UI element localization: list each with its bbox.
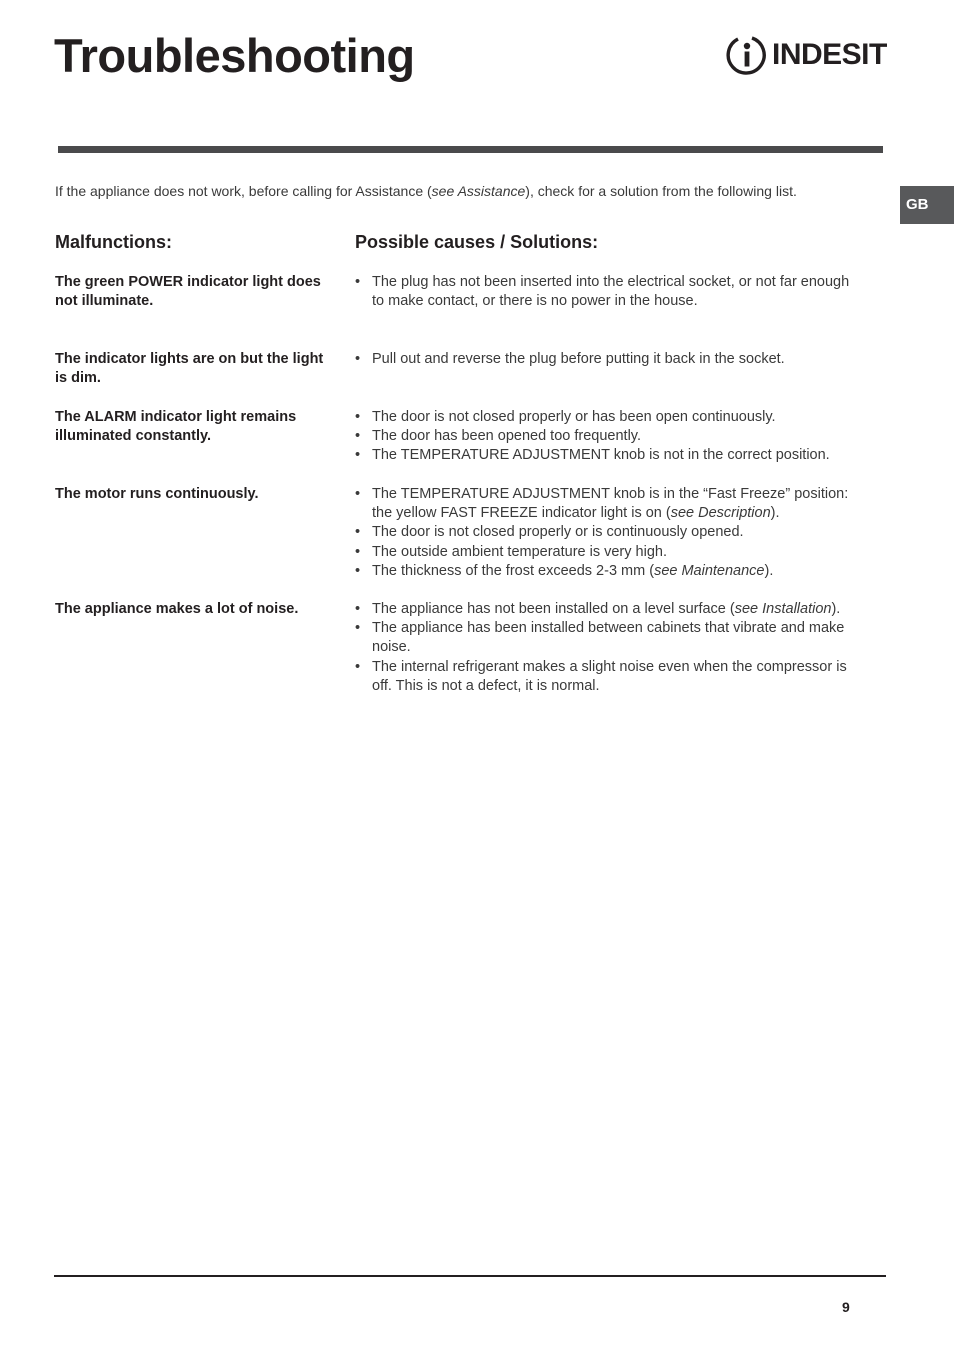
malfunctions-heading: Malfunctions: bbox=[55, 232, 172, 252]
solution-list bbox=[355, 350, 865, 369]
solution-reference: see Maintenance bbox=[654, 562, 765, 579]
solution-reference: see Description bbox=[670, 505, 771, 522]
header-divider bbox=[58, 146, 883, 153]
malfunction-text: The motor runs continuously. bbox=[55, 486, 259, 502]
solution-item: • The thickness of the frost exceeds 2-3 mm (see Maintenance). bbox=[355, 562, 865, 581]
solution-item: • Pull out and reverse the plug before putting it back in the socket. bbox=[355, 350, 865, 369]
page-title: Troubleshooting bbox=[54, 29, 415, 82]
solution-item: • The door is not closed properly or is continuously opened. bbox=[355, 523, 865, 542]
malfunction-text: The appliance makes a lot of noise. bbox=[55, 601, 299, 617]
solution-list bbox=[355, 485, 865, 581]
solution-item: • The appliance has been installed between cabinets that vibrate and make noise. bbox=[355, 619, 865, 657]
intro-text-end: ), check for a solution from the following list. bbox=[525, 183, 797, 199]
solutions-heading: Possible causes / Solutions: bbox=[355, 232, 599, 252]
intro-reference: see Assistance bbox=[431, 183, 526, 199]
solution-list bbox=[355, 273, 865, 311]
solution-reference: see Installation bbox=[734, 601, 832, 617]
solution-item: • The door has been opened too frequently. bbox=[355, 427, 865, 446]
solution-item: • The TEMPERATURE ADJUSTMENT knob is in the “Fast Freeze” position: the yellow FAST FREEZE indicator light is on (see Description). bbox=[355, 485, 865, 523]
language-tab: GB bbox=[900, 186, 954, 224]
solution-list bbox=[355, 600, 865, 696]
intro-text: If the appliance does not work, before calling for Assistance ( bbox=[55, 183, 432, 199]
solution-item: • The plug has not been inserted into the electrical socket, or not far enough to make contact, or there is no power in the house. bbox=[355, 273, 865, 311]
footer-divider bbox=[54, 1275, 886, 1277]
brand-name: INDESIT bbox=[772, 38, 887, 71]
intro-paragraph bbox=[55, 182, 885, 200]
solution-item: • The door is not closed properly or has been open continuously. bbox=[355, 408, 865, 427]
solution-item: • The internal refrigerant makes a slight noise even when the compressor is off. This is not a defect, it is normal. bbox=[355, 658, 865, 696]
malfunction-text: The indicator lights are on but the light is dim. bbox=[55, 351, 324, 386]
indesit-logo-icon bbox=[726, 34, 768, 76]
solution-item: • The appliance has not been installed on a level surface (see Installation). bbox=[355, 600, 865, 619]
solution-item: • The outside ambient temperature is very high. bbox=[355, 543, 865, 562]
page-number: 9 bbox=[842, 1299, 850, 1315]
solution-item: • The TEMPERATURE ADJUSTMENT knob is not in the correct position. bbox=[355, 446, 865, 465]
malfunction-text: The green POWER indicator light does not illuminate. bbox=[55, 274, 321, 309]
brand-logo bbox=[726, 34, 886, 76]
solution-list bbox=[355, 408, 865, 466]
malfunction-text: The ALARM indicator light remains illuminated constantly. bbox=[55, 409, 297, 444]
